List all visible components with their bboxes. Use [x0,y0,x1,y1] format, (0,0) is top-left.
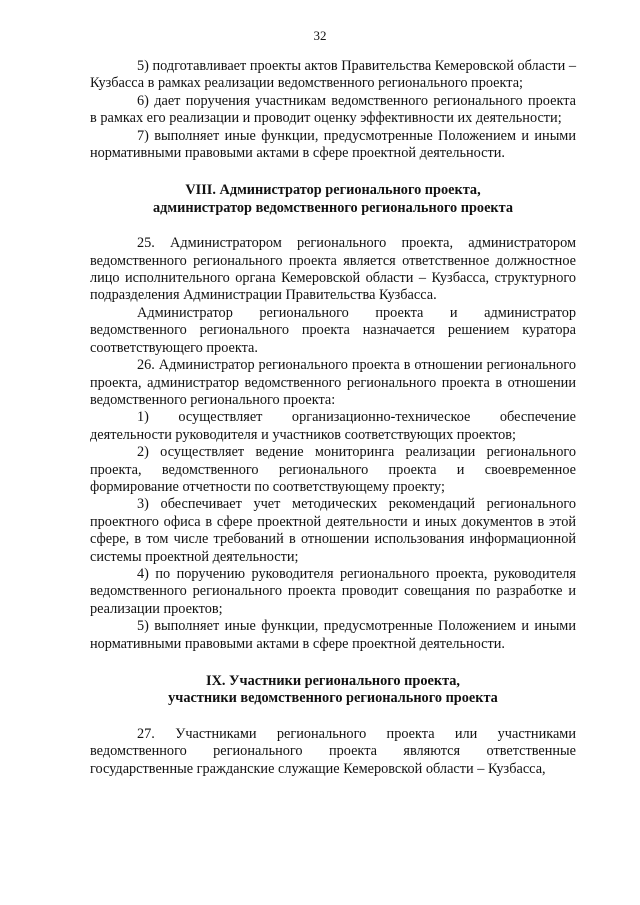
list-item: 7) выполняет иные функции, предусмотренные Положением и иными нормативными правовыми актами в сфере проектной деятельности. [90,127,576,162]
section-heading-line: участники ведомственного регионального проекта [168,690,498,707]
document-body [90,58,576,778]
list-item: 6) дает поручения участникам ведомственного регионального проекта в рамках его реализации и проводит оценку эффективности их деятельности; [90,92,576,127]
list-item: 2) осуществляет ведение мониторинга реализации регионального проекта, ведомственного регионального проекта и своевременное формирование отчетности по соответствующему проекту; [90,444,576,495]
paragraph: Администратор регионального проекта и администратор ведомственного регионального проекта назначается решением куратора соответствующего проекта. [90,304,576,356]
section-heading-ix [90,673,576,708]
section-heading-line: VIII. Администратор регионального проекта, [185,182,481,199]
section-heading-viii [90,182,576,217]
list-item: 5) подготавливает проекты актов Правительства Кемеровской области – Кузбасса в рамках реализации ведомственного регионального проекта; [90,58,576,92]
page-number: 32 [313,28,327,43]
list-item: 5) выполняет иные функции, предусмотренные Положением и иными нормативными правовыми актами в сфере проектной деятельности. [90,618,576,652]
section-heading-line: IX. Участники регионального проекта, [206,673,460,689]
paragraph: 26. Администратор регионального проекта в отношении регионального проекта, администратор ведомственного регионального проекта в отношении ведомственного регионального проекта: [90,357,576,408]
paragraph: 27. Участниками регионального проекта или участниками ведомственного регионального проекта являются ответственные государственные гражданские служащие Кемеровской области – Кузбасса, [90,725,576,777]
section-heading-line: администратор ведомственного регионального проекта [152,199,514,216]
list-item: 3) обеспечивает учет методических рекомендаций регионального проектного офиса в сфере проектной деятельности и иных документов в этой сфере, в том числе требований в отношении использования информационной системы проектной деятельности; [90,496,576,565]
paragraph: 25. Администратором регионального проекта, администратором ведомственного регионального проекта является ответственное должностное лицо исполнительного органа Кемеровской области – Кузбасса, структурного подразделения Администрации Правительства Кузбасса. [90,235,576,304]
list-item: 1) осуществляет организационно-техническое обеспечение деятельности руководителя и участников соответствующих проектов; [90,409,576,443]
list-item: 4) по поручению руководителя регионального проекта, руководителя ведомственного регионального проекта проводит совещания по разработке и реализации проектов; [90,565,576,617]
